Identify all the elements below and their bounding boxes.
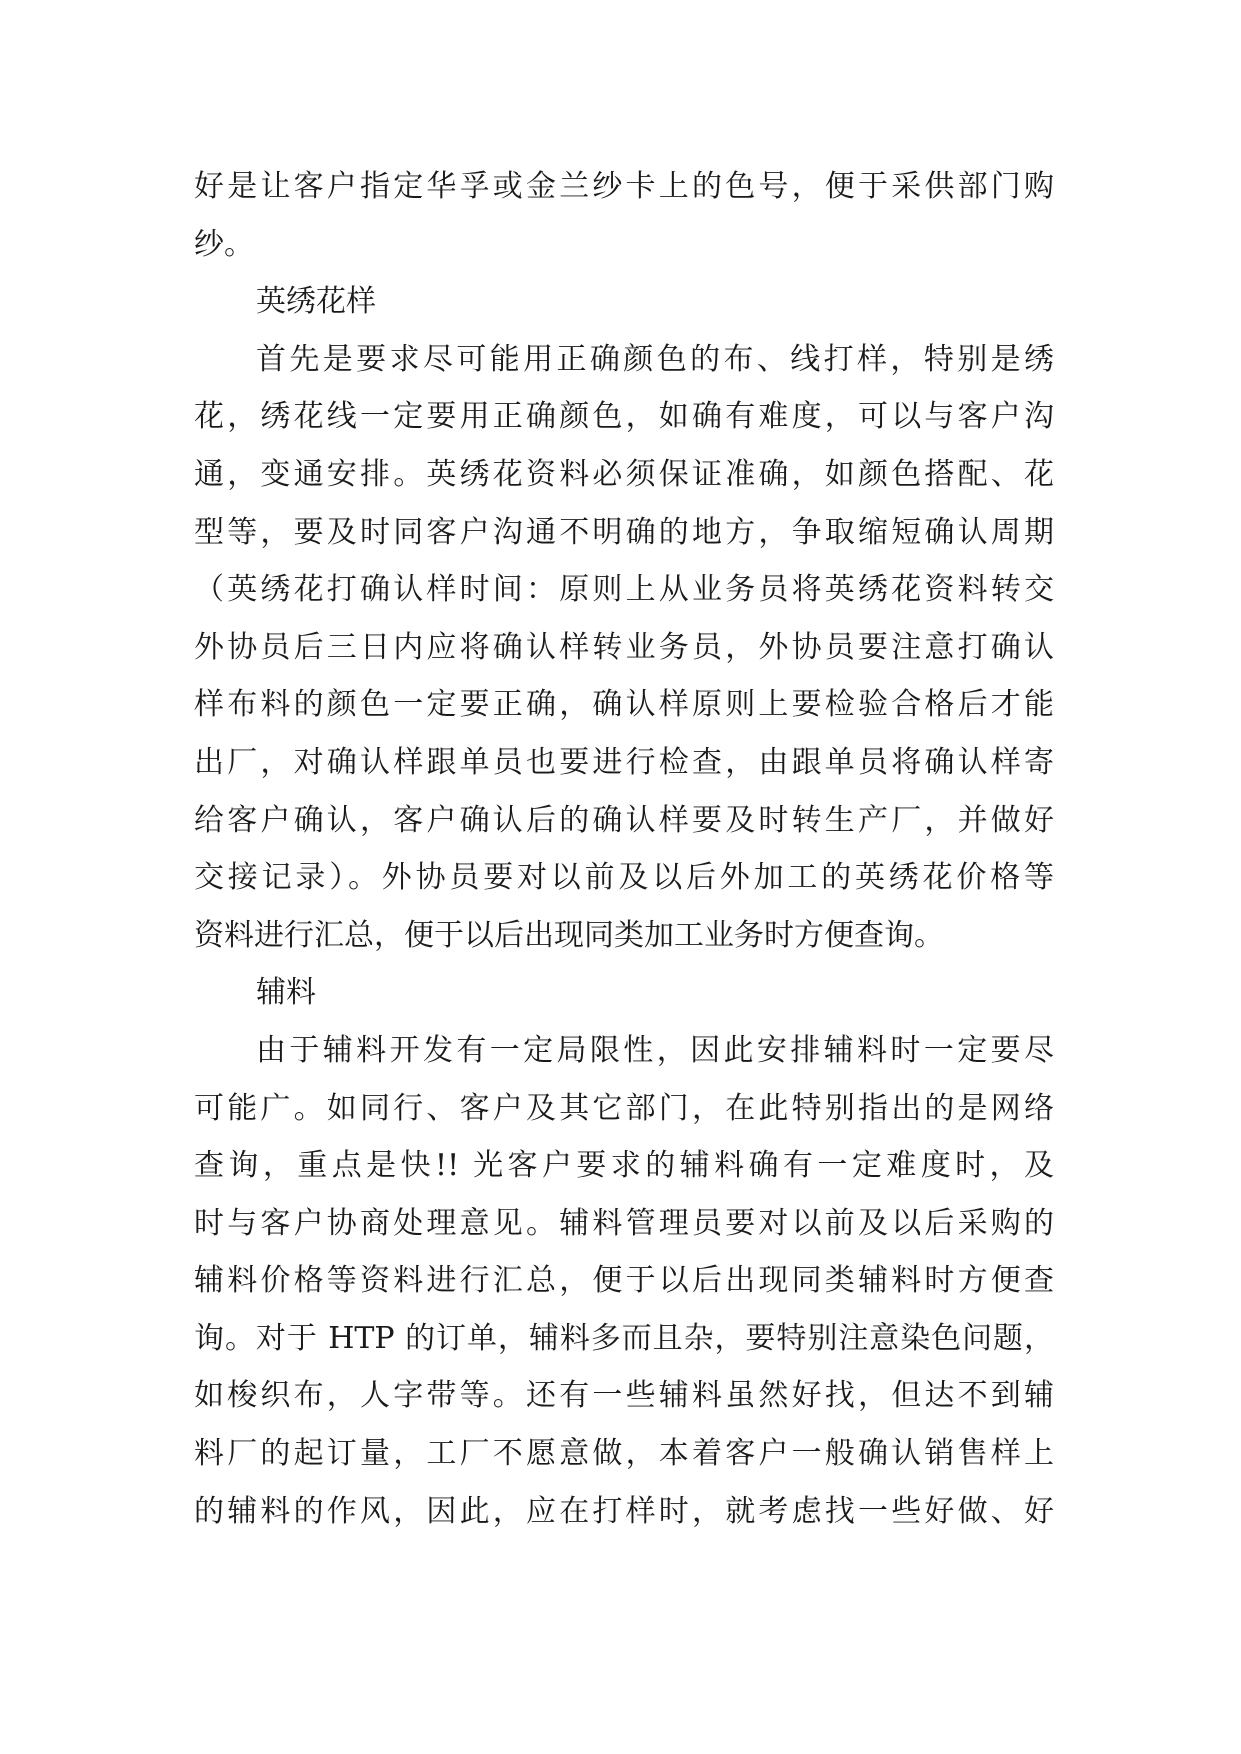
text-line: 花，绣花线一定要用正确颜色，如确有难度，可以与客户沟: [194, 399, 1054, 435]
text-line: 的辅料的作风，因此，应在打样时，就考虑找一些好做、好: [194, 1493, 1054, 1529]
text-line: 给客户确认，客户确认后的确认样要及时转生产厂，并做好: [194, 802, 1054, 838]
section-heading: 辅料: [256, 975, 316, 1011]
text-line: 查询，重点是快!! 光客户要求的辅料确有一定难度时，及: [194, 1148, 1054, 1184]
document-page: [194, 158, 1054, 1540]
text-line: 首先是要求尽可能用正确颜色的布、线打样，特别是绣: [256, 341, 1054, 377]
text-line: 如梭织布，人字带等。还有一些辅料虽然好找，但达不到辅: [194, 1378, 1054, 1414]
text-line: 外协员后三日内应将确认样转业务员，外协员要注意打确认: [194, 629, 1054, 665]
text-line: 样布料的颜色一定要正确，确认样原则上要检验合格后才能: [194, 687, 1054, 723]
text-line: 纱。: [194, 226, 254, 262]
text-line: 通，变通安排。英绣花资料必须保证准确，如颜色搭配、花: [194, 456, 1054, 492]
text-line: 辅料价格等资料进行汇总，便于以后出现同类辅料时方便查: [194, 1263, 1054, 1299]
text-line: 交接记录）。外协员要对以前及以后外加工的英绣花价格等: [194, 860, 1054, 896]
text-line: 好是让客户指定华孚或金兰纱卡上的色号，便于采供部门购: [194, 169, 1054, 204]
text-line: 料厂的起订量，工厂不愿意做，本着客户一般确认销售样上: [194, 1436, 1054, 1472]
text-line: 资料进行汇总，便于以后出现同类加工业务时方便查询。: [194, 917, 944, 953]
text-line: 询。对于 HTP 的订单，辅料多而且杂，要特别注意染色问题，: [194, 1320, 1054, 1356]
text-line: 可能广。如同行、客户及其它部门，在此特别指出的是网络: [194, 1090, 1054, 1126]
section-heading: 英绣花样: [256, 284, 376, 320]
text-line: 时与客户协商处理意见。辅料管理员要对以前及以后采购的: [194, 1205, 1054, 1241]
text-line: 出厂，对确认样跟单员也要进行检查，由跟单员将确认样寄: [194, 744, 1054, 780]
text-line: 型等，要及时同客户沟通不明确的地方，争取缩短确认周期: [194, 514, 1054, 550]
text-line: 由于辅料开发有一定局限性，因此安排辅料时一定要尽: [256, 1032, 1054, 1068]
text-line: （英绣花打确认样时间：原则上从业务员将英绣花资料转交: [194, 572, 1054, 608]
